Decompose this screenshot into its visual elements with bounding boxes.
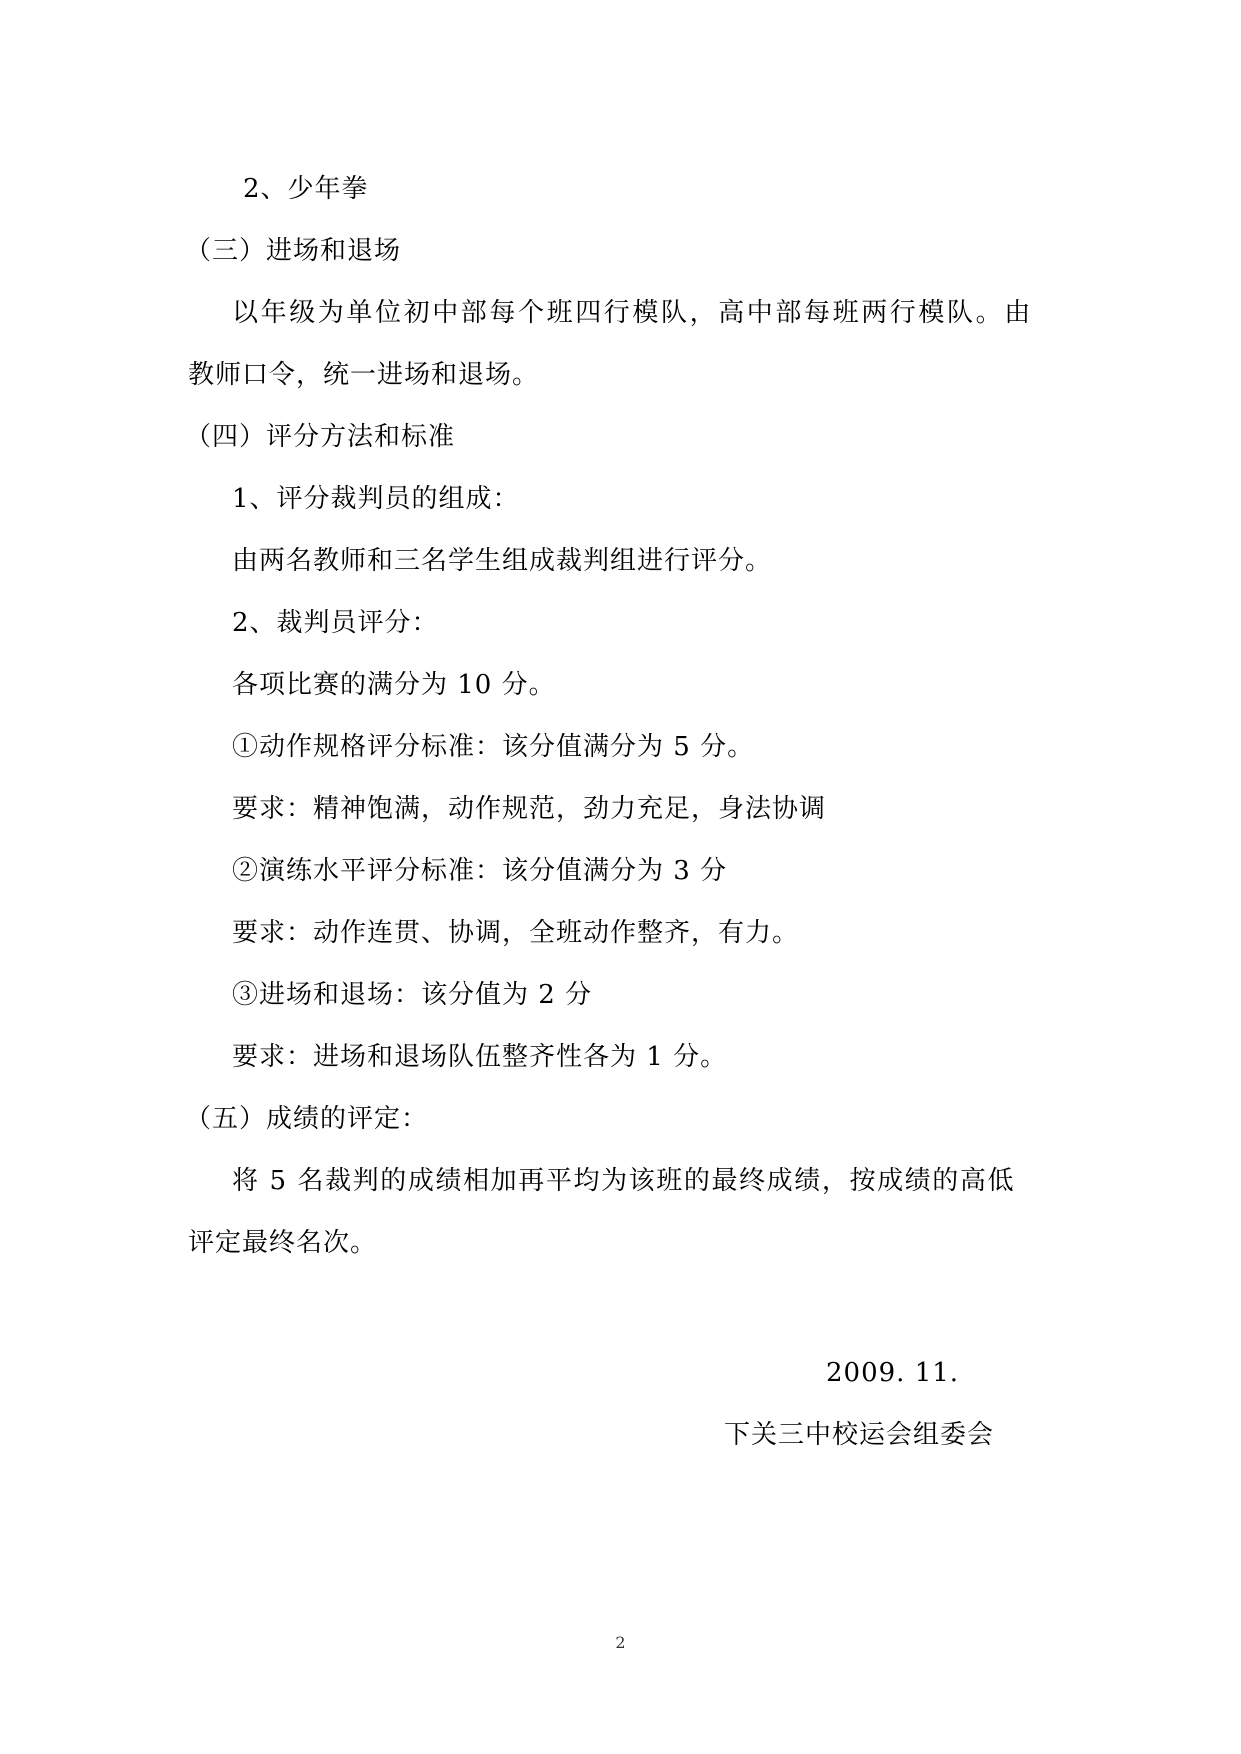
paragraph-line: 评定最终名次。 [188, 1228, 378, 1258]
requirement-line: 要求：精神饱满，动作规范，劲力充足，身法协调 [232, 794, 827, 824]
paragraph-line: 各项比赛的满分为 10 分。 [232, 670, 556, 700]
criteria-item: ②演练水平评分标准：该分值满分为 3 分 [232, 856, 728, 886]
section-heading: （五）成绩的评定： [185, 1104, 429, 1134]
page-number: 2 [615, 1633, 626, 1652]
criteria-item: ③进场和退场：该分值为 2 分 [232, 980, 593, 1010]
signature: 下关三中校运会组委会 [724, 1420, 995, 1450]
subsection-item: 2、少年拳 [243, 174, 369, 204]
criteria-item: ①动作规格评分标准：该分值满分为 5 分。 [232, 732, 755, 762]
paragraph-line: 教师口令，统一进场和退场。 [188, 360, 540, 390]
subsection-item: 1、评分裁判员的组成： [232, 484, 520, 514]
requirement-line: 要求：进场和退场队伍整齐性各为 1 分。 [232, 1042, 728, 1072]
requirement-line: 要求：动作连贯、协调，全班动作整齐，有力。 [232, 918, 800, 948]
paragraph-line: 以年级为单位初中部每个班四行模队，高中部每班两行模队。由 [232, 298, 1033, 328]
section-heading: （四）评分方法和标准 [185, 422, 456, 452]
section-heading: （三）进场和退场 [185, 236, 402, 266]
paragraph-line: 由两名教师和三名学生组成裁判组进行评分。 [232, 546, 773, 576]
paragraph-line: 将 5 名裁判的成绩相加再平均为该班的最终成绩，按成绩的高低 [232, 1166, 1016, 1196]
document-date: 2009. 11. [826, 1358, 960, 1388]
subsection-item: 2、裁判员评分： [232, 608, 439, 638]
